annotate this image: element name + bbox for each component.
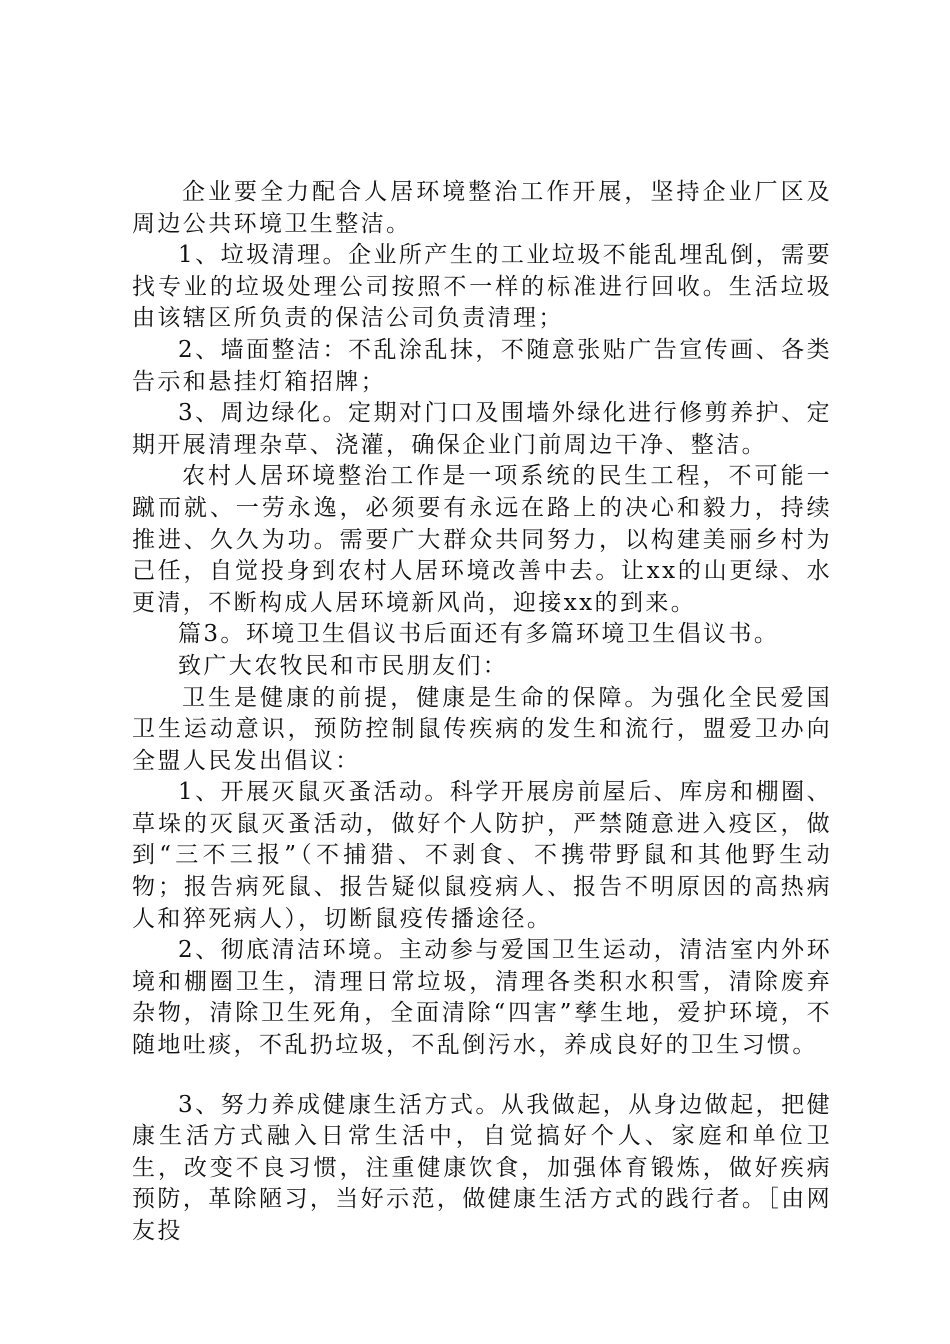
paragraph-rodent-control: 1、开展灭鼠灭蚤活动。科学开展房前屋后、库房和棚圈、草垛的灭鼠灭蚤活动，做好个人防护，严禁随意进入疫区，做到“三不三报”（不捕猎、不剥食、不携带野鼠和其他野生动物；报告病死鼠、报告疑似鼠疫病人、报告不明原因的高热病人和猝死病人），切断鼠疫传播途径。 <box>132 779 832 932</box>
paragraph-wall-cleanliness: 2、墙面整洁：不乱涂乱抹，不随意张贴广告宣传画、各类告示和悬挂灯箱招牌； <box>132 336 832 395</box>
paragraph-greening: 3、周边绿化。定期对门口及围墙外绿化进行修剪养护、定期开展清理杂草、浇灌，确保企业门前周边干净、整洁。 <box>132 400 832 458</box>
paragraph-healthy-lifestyle: 3、努力养成健康生活方式。从我做起，从身边做起，把健康生活方式融入日常生活中，自觉搞好个人、家庭和单位卫生，改变不良习惯，注重健康饮食，加强体育锻炼，做好疾病预防，革除陋习，当好示范，做健康生活方式的践行者。［由网友投 <box>132 1091 832 1244</box>
paragraph-enterprise-intro: 企业要全力配合人居环境整治工作开展，坚持企业厂区及周边公共环境卫生整洁。 <box>132 179 832 237</box>
paragraph-salutation: 致广大农牧民和市民朋友们： <box>178 652 509 679</box>
paragraph-clean-environment: 2、彻底清洁环境。主动参与爱国卫生运动，清洁室内外环境和棚圈卫生，清理日常垃圾，清理各类积水积雪，清除废弃杂物，清除卫生死角，全面清除“四害”孳生地，爱护环境，不随地吐痰，不乱扔垃圾，不乱倒污水，养成良好的卫生习惯。 <box>132 937 832 1059</box>
document-body <box>132 177 832 1248</box>
paragraph-rural-environment: 农村人居环境整治工作是一项系统的民生工程，不可能一蹴而就、一劳永逸，必须要有永远在路上的决心和毅力，持续推进、久久为功。需要广大群众共同努力，以构建美丽乡村为己任，自觉投身到农村人居环境改善中去。让xx的山更绿、水更清，不断构成人居环境新风尚，迎接xx的到来。 <box>132 463 832 616</box>
paragraph-health-premise: 卫生是健康的前提，健康是生命的保障。为强化全民爱国卫生运动意识，预防控制鼠传疾病的发生和流行，盟爱卫办向全盟人民发出倡议： <box>132 684 832 774</box>
paragraph-garbage-cleanup: 1、垃圾清理。企业所产生的工业垃圾不能乱埋乱倒，需要找专业的垃圾处理公司按照不一样的标准进行回收。生活垃圾由该辖区所负责的保洁公司负责清理； <box>132 242 832 332</box>
paragraph-article-3-heading: 篇3。环境卫生倡议书后面还有多篇环境卫生倡议书。 <box>178 621 780 648</box>
paragraph-gap <box>132 1062 832 1090</box>
